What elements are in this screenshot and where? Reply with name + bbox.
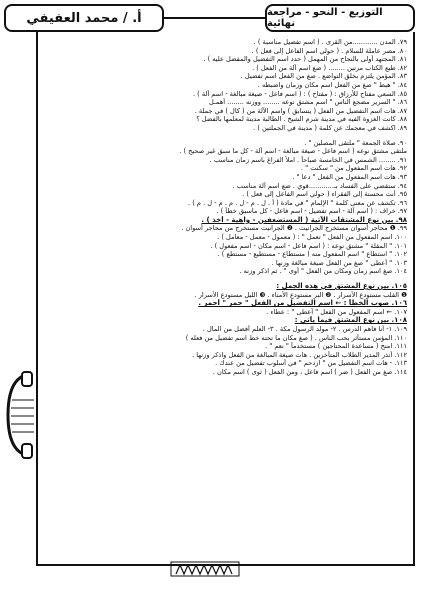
question-line: ٨٩. اكشف في معجمك عن كلمة ( مدينة في الجملتين ) .: [253, 123, 407, 132]
question-line: ١٠٨. بين نوع المشتق فيما يأتي :: [294, 316, 407, 325]
question-line: ٩٩. ❶ محاجر أسوان مستخرج الجرانيت . ❷ الجرانيت مستخرج من محاجر أسوان .: [181, 224, 407, 233]
question-line: ٨١. المجتهد أولى بالنجاح من المهمل ( حدد اسم التفضيل والمفضل عليه ) .: [203, 55, 407, 64]
question-line: ٨٥. السعي مفتاح للأرزاق : ( مفتاح ) : ( اسم فاعل - صيغة مبالغة - اسم آلة ) .: [192, 89, 407, 98]
question-line: ❶ القلب مستودع الأسرار . ❷ البر مستودع الأمناء . ❸ الليل مستودع الأسرار .: [194, 290, 407, 299]
question-line: ١٠٢. " استطاع " اسم المفعول منه ( مستطاع - مستطيع - مستطع ) .: [217, 250, 407, 259]
teacher-name-box: [4, 4, 164, 32]
question-line: ١١١. امنح ( مساعدة المحتاجين ) مستخدماً " نعم " .: [265, 342, 407, 351]
teacher-name: أ. / محمد العفيفي: [26, 10, 142, 26]
question-line: ١٠٧. ← اسم المفعول من الفعل " أعطى " : عطاء .: [266, 307, 407, 316]
question-line: ٩١. ........ الشمس في الخامسة صباحاً . املأ الفراغ باسم زمان مناسب .: [209, 155, 407, 164]
question-line: ٩٨. بين نوع المشتقات الآتية ( المستضعفين - واهية - أخذ ) .: [201, 215, 407, 224]
question-line: ٨٤. " هبط " صغ من الفعل اسم مكان وزمان واضبطه .: [257, 80, 407, 89]
question-line: ١٠٩. ١- أنا فاهم الدرس . ٢- مولد الرسول مكة . ٣- العلم أفضل من المال .: [202, 325, 407, 333]
question-line: ٩٧. خراف : ( اسم آلة - اسم تفضيل - اسم فاعل - كل ماسبق خطأ ) .: [216, 207, 407, 216]
question-line: ١١٤. صغ من الفعل ( ضر ) اسم فاعل ، ومن الفعل ( ثوى ) اسم مكان .: [212, 367, 407, 376]
question-line: ١١٣. - هات اسم التفضيل من " ازدحم " في أسلوب تفضيل من عندك .: [215, 359, 407, 368]
question-line: ٩٦. تكشف عن معنى كلمة " الإلمام " في مادة ( أ . ل . م - ل . م . م - ل . م ) .: [188, 198, 407, 207]
question-line: ٩٤. ستقضي على الفساد بـ............قوي . ضع اسم آلة مناسب .: [232, 181, 407, 190]
question-line: ١١٢. أنذر المدير الطلاب المتأخرين . هات صيغة المبالغة من الفعل واذكر وزنها .: [192, 350, 407, 359]
question-line: ١٠٥. بين نوع المشتق في هذه الجمل :: [276, 282, 407, 291]
question-line: ٨٣. المؤمن يلتزم بخلق التواضع . صغ من الفعل اسم تفضيل .: [240, 72, 407, 81]
phone-handset-icon: [4, 370, 34, 460]
question-line: ٨٢. طبع الكتاب مرتين ........ ( صغ اسم آلة من الفعل ) .: [252, 63, 407, 72]
topic-title: التوزيع - النحو - مراجعة نهائية: [267, 7, 383, 29]
question-line: ١٠١. " المقلة " مشتق نوعه : ( اسم فاعل - اسم مكان - اسم مفعول ) .: [210, 241, 407, 250]
question-line: ٩٠. صلاة الجمعة " ملتقى المصلين " .: [304, 138, 407, 147]
frame-right-border: [413, 32, 415, 566]
footer-ornament-icon: [170, 560, 240, 578]
question-line: ٩٥. أنت محسنة إلى الفقراء ( حولي اسم الفاعل إلى فعل ) .: [242, 190, 407, 199]
topic-box: [265, 4, 415, 32]
question-line: ١٠٠. اسم المفعول من الفعل " تعمل " : ( معمول - معمل - معامل ) .: [217, 233, 407, 242]
frame-left-border: [36, 32, 38, 566]
question-line: ملتقى مشتق نوعه ( اسم فاعل - صيغة مبالغة - اسم آلة - كل ما سبق غير صحيح ) .: [179, 147, 407, 156]
question-line: ٨٦. " السرير مضجع الناس " اسم مشتق نوعه ........ ووزنه ........ أهمـل: [208, 98, 407, 107]
question-line: ١١٠. المؤمن مستأثر بحب الناس . ( صغ مكان ما تحته خط اسم تفضيل من فعله ): [185, 333, 407, 342]
question-line: ١٠٦. صوب الخطأ : ← اسم التفضيل من الفعل " حمر " أحمر .: [198, 299, 407, 308]
questions-list: [44, 38, 407, 560]
question-line: ٧٩. المدن ............من القرى . ( اسم تفضيل مناسبة ) .: [253, 38, 407, 46]
question-line: ٩٢. هات اسم المفعول من " سكنت " .: [300, 164, 407, 173]
question-line: ٨٧. هات اسم التفضيل من الفعل ( يتسابق ) واسم الآلة من ( كال ) في جملة .: [194, 106, 407, 115]
question-line: ١٠٤. صغ اسم زمان ومكان من الفعل " أوى " . ثم اذكر وزنه .: [239, 267, 407, 276]
question-line: ٨٨. كانت الغزوة الفيه في مدينة شرم الشيخ . الطالبة مدينة لمعلمها بالفضل ؟: [196, 115, 407, 124]
header-line: [164, 17, 265, 19]
question-line: ٨٠. مصر عاملة للسلام . ( حولي اسم الفاعل إلى فعل ) .: [251, 46, 407, 55]
question-line: ١٠٣. " أعطى " صغ من الفعل صيغة مبالغة وزنها .: [271, 258, 407, 267]
question-line: ٩٣. هات اسم المفعول من الفعل " دعا " .: [292, 172, 407, 181]
